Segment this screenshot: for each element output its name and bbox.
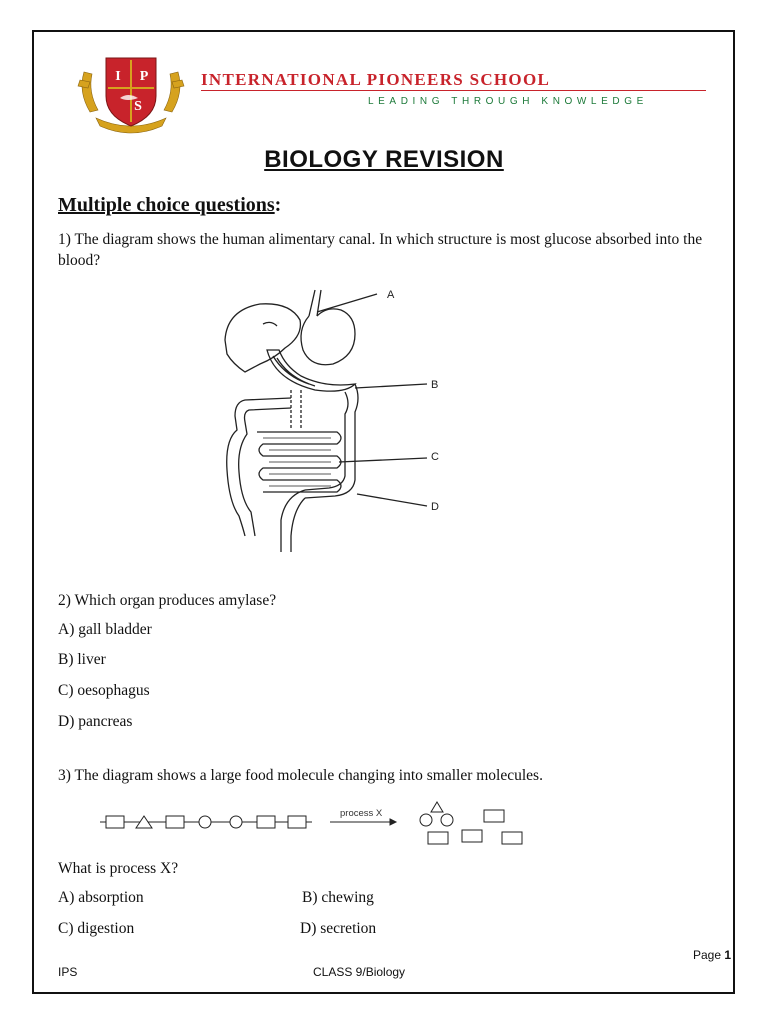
diagram-label-d: D <box>431 501 439 513</box>
page-number: Page 1 <box>693 948 732 962</box>
svg-text:S: S <box>134 99 142 114</box>
q2-option-c: C) oesophagus <box>58 682 150 699</box>
alimentary-canal-diagram <box>205 280 455 555</box>
question-2-text: 2) Which organ produces amylase? <box>58 592 277 609</box>
question-3-prompt: What is process X? <box>58 860 179 877</box>
svg-text:I: I <box>115 69 121 84</box>
process-x-label: process X <box>340 808 383 819</box>
school-crest-logo <box>76 52 186 134</box>
q3-option-b: B) chewing <box>302 889 374 906</box>
question-3-text: 3) The diagram shows a large food molecule changing into smaller molecules. <box>58 767 543 784</box>
q2-option-d: D) pancreas <box>58 713 133 730</box>
molecule-breakdown-diagram <box>98 798 528 850</box>
school-name: INTERNATIONAL PIONEERS SCHOOL <box>201 70 551 89</box>
question-1-text: 1) The diagram shows the human alimentary canal. In which structure is most glucose absorbed into the blood? <box>58 231 703 269</box>
section-heading: Multiple choice questions: <box>58 194 282 216</box>
q3-option-d: D) secretion <box>300 920 377 937</box>
diagram-label-c: C <box>431 451 439 463</box>
diagram-label-b: B <box>431 379 439 391</box>
footer-left: IPS <box>58 965 78 979</box>
header-rule <box>201 90 706 91</box>
svg-text:P: P <box>139 69 149 84</box>
page-title: BIOLOGY REVISION <box>264 146 504 173</box>
q2-option-a: A) gall bladder <box>58 621 152 638</box>
footer-center: CLASS 9/Biology <box>313 965 406 979</box>
school-tagline: LEADING THROUGH KNOWLEDGE <box>368 96 648 107</box>
q2-option-b: B) liver <box>58 651 106 668</box>
q3-option-c: C) digestion <box>58 920 135 937</box>
diagram-label-a: A <box>387 289 395 301</box>
q3-option-a: A) absorption <box>58 889 144 906</box>
